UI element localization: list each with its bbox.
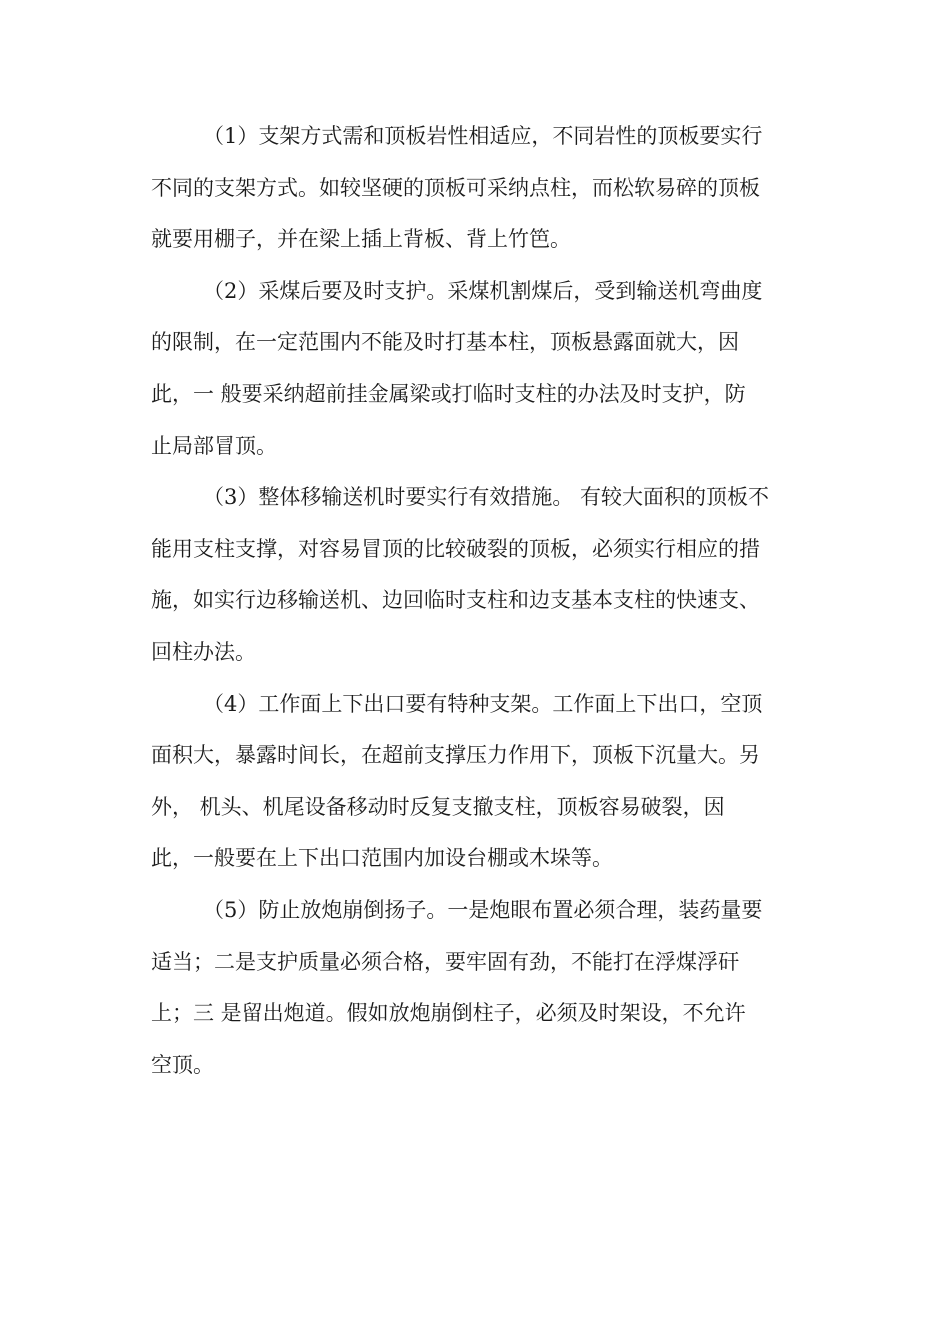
paragraph-line: 不同的支架方式。如较坚硬的顶板可采纳点柱，而松软易碎的顶板 [151, 175, 760, 200]
paragraph-line: 此，一般要在上下出口范围内加设台棚或木垛等。 [151, 846, 613, 871]
paragraph-2 [151, 266, 801, 472]
document-body [151, 111, 801, 1091]
paragraph-4 [151, 679, 801, 885]
paragraph-line: 能用支柱支撑，对容易冒顶的比较破裂的顶板，必须实行相应的措 [151, 536, 760, 561]
paragraph-line: 面积大，暴露时间长，在超前支撑压力作用下，顶板下沉量大。另 [151, 743, 760, 768]
paragraph-line: （3）整体移输送机时要实行有效措施。 有较大面积的顶板不 [203, 485, 770, 510]
paragraph-line: 就要用棚子，并在梁上插上背板、背上竹笆。 [151, 227, 571, 252]
paragraph-line: （2）采煤后要及时支护。采煤机割煤后，受到输送机弯曲度 [203, 278, 763, 303]
paragraph-line: 的限制，在一定范围内不能及时打基本柱，顶板悬露面就大，因 [151, 330, 739, 355]
paragraph-line: 回柱办法。 [151, 639, 256, 664]
paragraph-line: 空顶。 [151, 1052, 214, 1077]
paragraph-line: 此，一 般要采纳超前挂金属梁或打临时支柱的办法及时支护，防 [151, 381, 746, 406]
paragraph-line: （5）防止放炮崩倒扬子。一是炮眼布置必须合理，装药量要 [203, 897, 763, 922]
paragraph-line: 止局部冒顶。 [151, 433, 277, 458]
paragraph-line: （4）工作面上下出口要有特种支架。工作面上下出口，空顶 [203, 691, 763, 716]
paragraph-5 [151, 885, 801, 1091]
paragraph-line: 适当；二是支护质量必须合格，要牢固有劲，不能打在浮煤浮矸 [151, 949, 739, 974]
paragraph-line: 上；三 是留出炮道。假如放炮崩倒柱子，必须及时架设，不允许 [151, 1001, 746, 1026]
paragraph-line: （1）支架方式需和顶板岩性相适应，不同岩性的顶板要实行 [203, 124, 763, 148]
paragraph-3 [151, 472, 801, 678]
paragraph-line: 外， 机头、机尾设备移动时反复支撤支柱，顶板容易破裂，因 [151, 794, 725, 819]
paragraph-line: 施，如实行边移输送机、边回临时支柱和边支基本支柱的快速支、 [151, 588, 760, 613]
paragraph-1 [151, 111, 801, 266]
